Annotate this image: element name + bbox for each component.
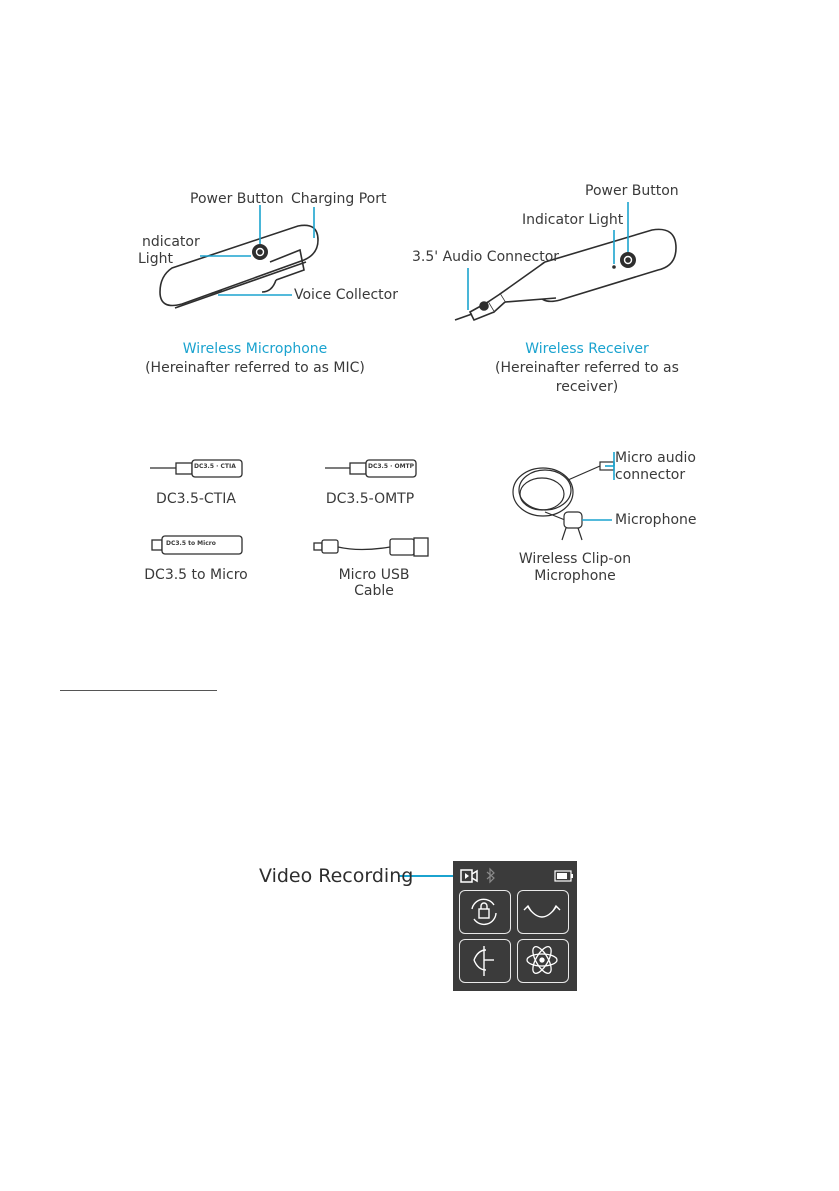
clip-mic-microphone-label: Microphone (615, 512, 697, 528)
micro-adapter-caption: DC3.5 to Micro (144, 567, 248, 583)
ctia-print: DC3.5 · CTIA (194, 463, 236, 470)
mic-title: Wireless Microphone (182, 341, 328, 357)
mic-charging-port-label: Charging Port (291, 191, 387, 207)
clip-mic-caption-line2: Microphone (534, 568, 616, 584)
tile-pan-follow[interactable] (517, 890, 569, 934)
pan-follow-icon (524, 906, 560, 917)
receiver-title: Wireless Receiver (525, 341, 649, 357)
tile-lock-rotation[interactable] (459, 890, 511, 934)
mic-indicator-label-line2: Light (138, 251, 173, 267)
micro-adapter-print: DC3.5 to Micro (166, 540, 216, 547)
usb-cable-caption-line2: Cable (354, 583, 394, 599)
video-recording-label: Video Recording (259, 865, 414, 887)
ctia-caption: DC3.5-CTIA (156, 491, 236, 507)
usb-cable-caption-line1: Micro USB (338, 567, 410, 583)
clip-mic-connector-label-line2: connector (615, 467, 686, 483)
tile-atom[interactable] (517, 939, 569, 983)
clip-mic-caption-line1: Wireless Clip-on (518, 551, 632, 567)
section-divider (60, 690, 217, 691)
mic-voice-collector-label: Voice Collector (294, 287, 398, 303)
atom-icon (527, 944, 557, 976)
video-camera-icon (461, 870, 477, 882)
receiver-power-button-graphic (620, 252, 636, 268)
micro-usb-cable-graphic (314, 538, 428, 556)
receiver-audio-connector-label: 3.5' Audio Connector (412, 249, 560, 265)
mic-subtitle: (Hereinafter referred to as MIC) (145, 360, 365, 376)
battery-icon (555, 871, 573, 881)
tile-tilt-follow[interactable] (459, 939, 511, 983)
receiver-body (455, 229, 676, 320)
receiver-indicator-light-label: Indicator Light (522, 212, 624, 228)
mic-power-button-label: Power Button (190, 191, 284, 207)
gimbal-screen (453, 861, 577, 991)
bluetooth-icon (487, 869, 494, 882)
clip-on-mic-graphic (513, 462, 614, 540)
receiver-power-button-label: Power Button (585, 183, 679, 199)
mic-power-button-graphic (252, 244, 268, 260)
omtp-caption: DC3.5-OMTP (325, 491, 415, 507)
tilt-follow-icon (474, 946, 494, 976)
clip-mic-connector-label-line1: Micro audio (615, 450, 696, 466)
mic-indicator-label-line1: ndicator (142, 234, 200, 250)
receiver-subtitle: (Hereinafter referred to as receiver) (495, 360, 679, 395)
omtp-print: DC3.5 · OMTP (368, 463, 415, 470)
lock-rotation-icon (472, 899, 496, 924)
